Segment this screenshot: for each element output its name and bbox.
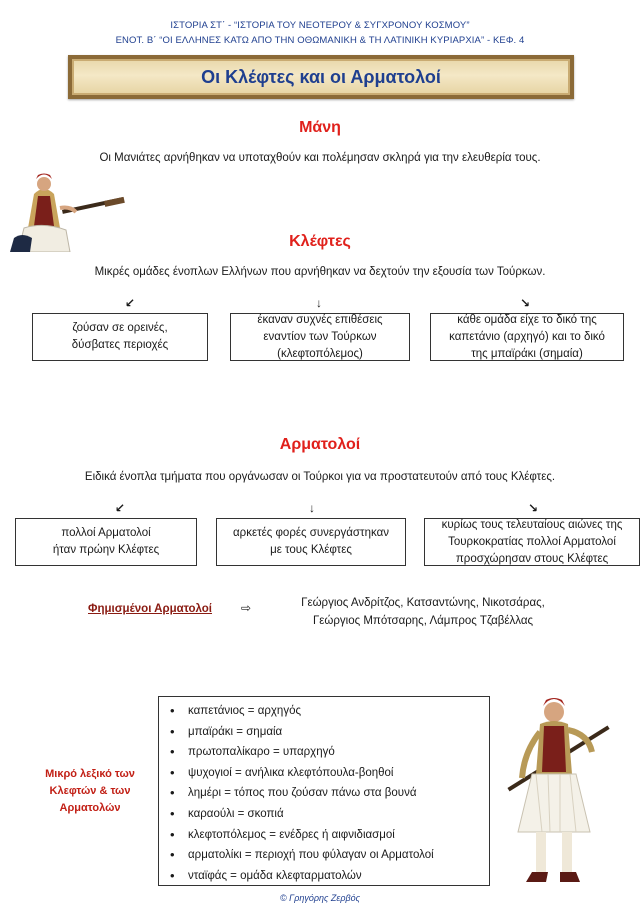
klefts-arrow-left: ↙ [124, 296, 136, 310]
klefts-arrow-right: ↘ [519, 296, 531, 310]
header-line-1: ΙΣΤΟΡΙΑ ΣΤ΄ - “ΙΣΤΟΡΙΑ ΤΟΥ ΝΕΟΤΕΡΟΥ & ΣΥΓΧΡΟΝΟΥ ΚΟΣΜΟΥ” [170, 20, 470, 31]
glossary-title: Μικρό λεξικό των Κλεφτών & των Αρματολών [45, 768, 135, 814]
glossary-item: • λημέρι = τόπος που ζούσαν πάνω στα βουνά [159, 783, 489, 804]
klefts-box-mountains: ζούσαν σε ορεινές, δύσβατες περιοχές [32, 313, 208, 361]
armatoloi-intro: Ειδικά ένοπλα τμήματα που οργάνωσαν οι Τούρκοι για να προστατευτούν από τους Κλέφτες. [84, 471, 556, 483]
page-title: Οι Κλέφτες και οι Αρματολοί [201, 66, 441, 87]
glossary-item: • ψυχογιοί = ανήλικα κλεφτόπουλα-βοηθοί [159, 763, 489, 784]
glossary-item: • αρματολίκι = περιοχή που φύλαγαν οι Αρματολοί [159, 845, 489, 866]
glossary-item: • καπετάνιος = αρχηγός [159, 701, 489, 722]
famous-armatoloi-names: Γεώργιος Ανδρίτζος, Κατσαντώνης, Νικοτσάρας, Γεώργιος Μπότσαρης, Λάμπρος Τζαβέλλας [301, 597, 545, 627]
armatolos-illustration [496, 682, 628, 890]
famous-arrow-icon: ⇨ [241, 601, 252, 615]
glossary-item: • καραούλι = σκοπιά [159, 804, 489, 825]
armatoloi-box-former-klefts: πολλοί Αρματολοί ήταν πρώην Κλέφτες [15, 518, 197, 566]
klefts-heading: Κλέφτες [289, 233, 351, 250]
klefts-intro: Μικρές ομάδες ένοπλων Ελλήνων που αρνήθηκαν να δεχτούν την εξουσία των Τούρκων. [94, 266, 546, 278]
armatoloi-arrow-down: ↓ [309, 501, 315, 515]
glossary-item: • πρωτοπαλίκαρο = υπαρχηγό [159, 742, 489, 763]
footer-credit: © Γρηγόρης Ζερβός [279, 893, 361, 903]
klefts-box-attacks: έκαναν συχνές επιθέσεις εναντίον των Τούρκων (κλεφτοπόλεμος) [230, 313, 410, 361]
armatoloi-box-cooperated: αρκετές φορές συνεργάστηκαν με τους Κλέφτες [216, 518, 406, 566]
header-line-2: ΕΝΟΤ. Β΄ “ΟΙ ΕΛΛΗΝΕΣ ΚΑΤΩ ΑΠΟ ΤΗΝ ΟΘΩΜΑΝΙΚΗ & ΤΗ ΛΑΤΙΝΙΚΗ ΚΥΡΙΑΡΧΙΑ” - ΚΕΦ. 4 [115, 35, 525, 46]
armatoloi-arrow-right: ↘ [527, 501, 539, 515]
glossary-item: • μπαϊράκι = σημαία [159, 722, 489, 743]
glossary-item: • κλεφτοπόλεμος = ενέδρες ή αιφνιδιασμοί [159, 825, 489, 846]
armatoloi-arrow-left: ↙ [114, 501, 126, 515]
mani-text: Οι Μανιάτες αρνήθηκαν να υποταχθούν και πολέμησαν σκληρά για την ελευθερία τους. [99, 152, 541, 164]
klefts-box-captain: κάθε ομάδα είχε το δικό της καπετάνιο (αρχηγό) και το δικό της μπαϊράκι (σημαία) [430, 313, 624, 361]
mani-heading: Μάνη [299, 119, 341, 136]
glossary-item: • νταϊφάς = ομάδα κλεφταρματολών [159, 866, 489, 887]
armatoloi-heading: Αρματολοί [279, 436, 361, 453]
title-banner [68, 55, 574, 99]
armatoloi-box-joined-klefts: κυρίως τους τελευταίους αιώνες της Τουρκοκρατίας πολλοί Αρματολοί προσχώρησαν στους Κλέφτες [424, 518, 640, 566]
klefts-arrow-down: ↓ [316, 296, 322, 310]
glossary-list [158, 696, 490, 886]
famous-armatoloi-label: Φημισμένοι Αρματολοί [88, 603, 213, 615]
